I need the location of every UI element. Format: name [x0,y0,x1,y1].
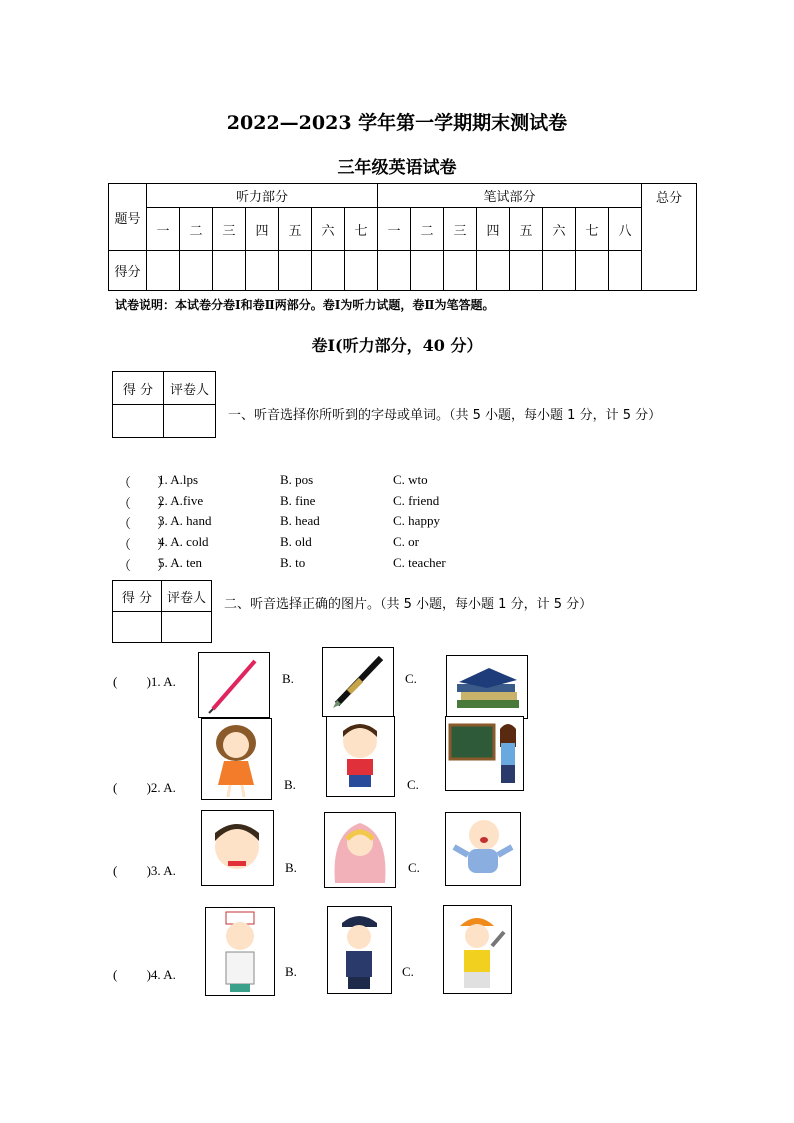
listening-num: 三 [213,208,246,251]
fountain-pen-icon[interactable] [322,647,394,717]
writing-num: 七 [576,208,609,251]
q4-option-c: C. [402,964,414,979]
part2-instruction: 二、听音选择正确的图片。（共 5 小题，每小题 1 分，计 5 分） [224,597,593,612]
option-c: C. or [393,534,419,549]
option-b: B. old [280,534,312,549]
grader-score-cell[interactable] [113,612,162,643]
score-cell[interactable] [246,251,279,291]
page-subtitle: 三年级英语试卷 [337,158,457,178]
q1-option-c: C. [405,671,417,686]
q1-option-b: B. [282,671,294,686]
score-cell[interactable] [312,251,345,291]
answer-paren[interactable]: （ ） [118,475,171,490]
q2-option-c: C. [407,777,419,792]
worker-icon[interactable] [443,905,512,994]
crying-baby-icon[interactable] [445,812,521,886]
listening-num: 六 [312,208,345,251]
listening-num: 二 [180,208,213,251]
answer-paren[interactable]: （ ） [118,496,171,511]
score-row-label: 得分 [109,251,147,291]
q3-paren: ( )3. A. [113,863,176,878]
option-c: C. teacher [393,555,446,570]
q2-paren: ( )2. A. [113,780,176,795]
option-c: C. wto [393,472,428,487]
grader-reviewer-label: 评卷人 [164,372,216,405]
score-cell[interactable] [213,251,246,291]
option-b: B. fine [280,493,316,508]
writing-num: 二 [411,208,444,251]
question-option-a: 4. A. cold [158,534,209,549]
grader-box-2 [112,580,212,643]
score-cell[interactable] [279,251,312,291]
answer-paren[interactable]: （ ） [118,516,171,531]
writing-num: 八 [609,208,642,251]
option-c: C. happy [393,513,440,528]
score-cell[interactable] [444,251,477,291]
grader-reviewer-cell[interactable] [162,612,212,643]
score-cell[interactable] [477,251,510,291]
q3-option-c: C. [408,860,420,875]
teacher-icon[interactable] [445,716,524,791]
score-cell[interactable] [543,251,576,291]
listening-header: 听力部分 [147,184,378,208]
grader-reviewer-label: 评卷人 [162,581,212,612]
policeman-icon[interactable] [327,906,392,994]
total-header: 总分 [642,184,697,291]
listening-num: 四 [246,208,279,251]
q2-option-b: B. [284,777,296,792]
pencil-icon[interactable] [198,652,270,718]
writing-header: 笔试部分 [378,184,642,208]
exam-note: 试卷说明：本试卷分卷Ⅰ和卷Ⅱ两部分。卷Ⅰ为听力试题，卷Ⅱ为笔答题。 [115,298,495,312]
score-cell[interactable] [345,251,378,291]
grader-score-label: 得 分 [113,372,164,405]
q4-paren: ( )4. A. [113,967,176,982]
writing-num: 一 [378,208,411,251]
writing-num: 六 [543,208,576,251]
question-option-a: 3. A. hand [158,513,212,528]
sick-boy-icon[interactable] [201,810,274,886]
option-b: B. pos [280,472,314,487]
boy-icon[interactable] [326,716,395,797]
grader-box-1 [112,371,216,438]
books-icon[interactable] [446,655,528,719]
score-cell[interactable] [576,251,609,291]
score-cell[interactable] [147,251,180,291]
score-table [108,183,697,291]
listening-num: 五 [279,208,312,251]
score-cell[interactable] [411,251,444,291]
question-number-label: 题号 [109,184,147,251]
writing-num: 四 [477,208,510,251]
grader-reviewer-cell[interactable] [164,405,216,438]
writing-num: 三 [444,208,477,251]
answer-paren[interactable]: （ ） [118,558,171,573]
page-title: 2022—2023 学年第一学期期末测试卷 [226,112,568,134]
q4-option-b: B. [285,964,297,979]
grader-score-cell[interactable] [113,405,164,438]
answer-paren[interactable]: （ ） [118,537,171,552]
section-title: 卷Ⅰ(听力部分，40 分） [311,336,483,355]
grader-score-label: 得 分 [113,581,162,612]
score-cell[interactable] [609,251,642,291]
doctor-icon[interactable] [205,907,275,996]
cold-girl-icon[interactable] [324,812,396,888]
girl-icon[interactable] [201,718,272,800]
score-cell[interactable] [378,251,411,291]
listening-num: 一 [147,208,180,251]
question-option-a: 5. A. ten [158,555,203,570]
part1-instruction: 一、听音选择你所听到的字母或单词。（共 5 小题，每小题 1 分，计 5 分） [228,408,662,423]
q1-paren: ( )1. A. [113,674,176,689]
listening-num: 七 [345,208,378,251]
question-option-a: 2. A.five [158,493,204,508]
writing-num: 五 [510,208,543,251]
score-cell[interactable] [180,251,213,291]
option-c: C. friend [393,493,440,508]
score-cell[interactable] [510,251,543,291]
option-b: B. head [280,513,320,528]
q3-option-b: B. [285,860,297,875]
question-option-a: 1. A.lps [158,472,199,487]
option-b: B. to [280,555,306,570]
